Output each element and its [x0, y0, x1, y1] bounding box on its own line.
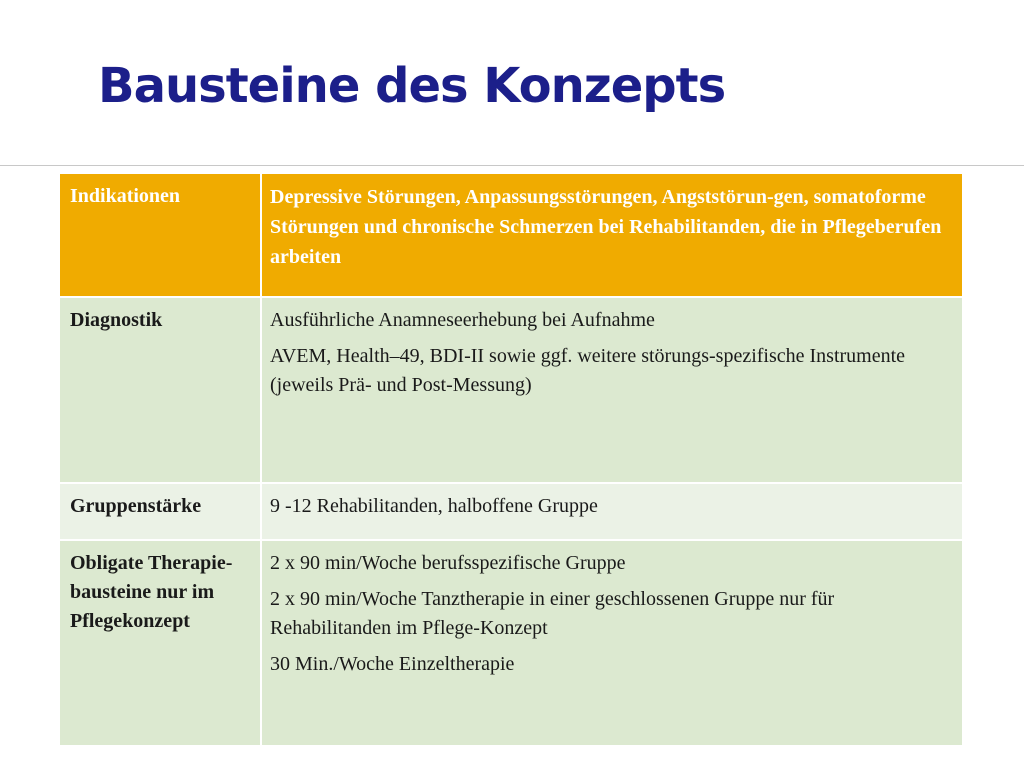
row-label: Indikationen	[60, 174, 262, 298]
row-paragraph: Ausführliche Anamneseerhebung bei Aufnahme	[270, 309, 655, 331]
slide-title: Bausteine des Konzepts	[98, 58, 726, 114]
row-paragraph: 30 Min./Woche Einzeltherapie	[270, 653, 515, 675]
row-paragraph: Depressive Störungen, Anpassungsstörungen, Angststörun-gen, somatoforme Störungen und chronische Schmerzen bei Rehabilitanden, die in Pflegeberufen arbeiten	[270, 186, 942, 268]
table-row-indikationen	[60, 174, 964, 298]
row-content	[262, 298, 964, 484]
table-row-diagnostik	[60, 298, 964, 484]
row-label: Diagnostik	[60, 298, 262, 484]
row-content	[262, 484, 964, 541]
row-paragraph: 9 -12 Rehabilitanden, halboffene Gruppe	[270, 495, 598, 517]
row-label: Gruppenstärke	[60, 484, 262, 541]
row-paragraph: 2 x 90 min/Woche Tanztherapie in einer geschlossenen Gruppe nur für Rehabilitanden im Pflege-Konzept	[270, 588, 835, 639]
concept-table	[60, 174, 964, 747]
table-row-gruppenstaerke	[60, 484, 964, 541]
row-paragraph: AVEM, Health–49, BDI-II sowie ggf. weitere störungs-spezifische Instrumente (jeweils Prä- und Post-Messung)	[270, 345, 906, 396]
row-label: Obligate Therapie-bausteine nur im Pflegekonzept	[60, 541, 262, 747]
row-paragraph: 2 x 90 min/Woche berufsspezifische Gruppe	[270, 552, 626, 574]
row-content	[262, 541, 964, 747]
title-divider	[0, 165, 1024, 166]
row-content	[262, 174, 964, 298]
table-row-obligate-therapiebausteine	[60, 541, 964, 747]
